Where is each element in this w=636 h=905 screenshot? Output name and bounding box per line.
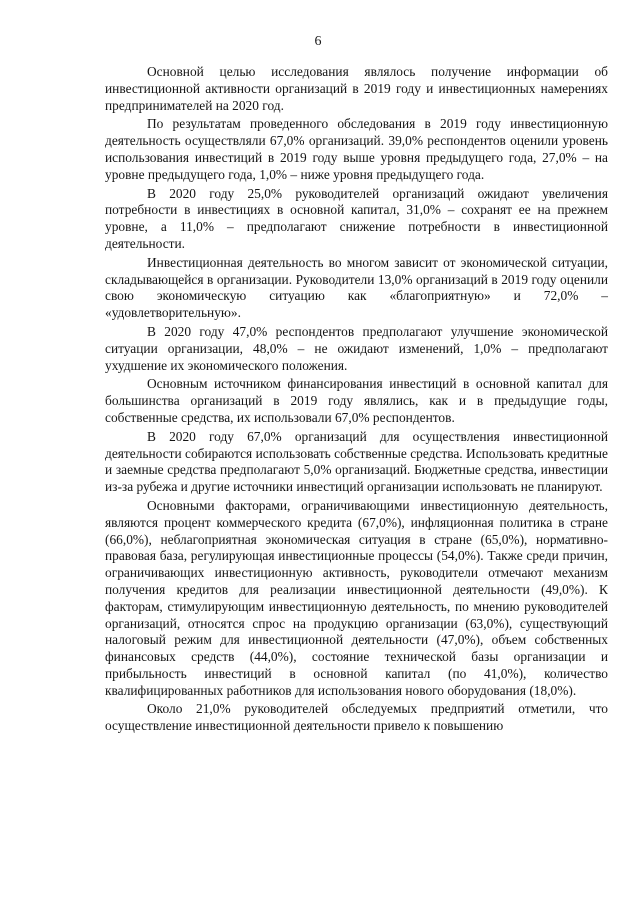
paragraph-funding-sources: Основным источником финансирования инвестиций в основной капитал для большинства организаций в 2019 году являлись, как и в предыдущие годы, собственные средства, их использовали 67,0% респондентов.: [105, 376, 608, 425]
paragraph-economic-situation: Инвестиционная деятельность во многом зависит от экономической ситуации, складывающейся в организации. Руководители 13,0% организаций в 2019 году оценили свою экономическую ситуацию как «благоприятную» и 72,0% – «удовлетворительную».: [105, 254, 608, 321]
document-body: [105, 64, 608, 735]
paragraph-limiting-factors: Основными факторами, ограничивающими инвестиционную деятельность, являются процент коммерческого кредита (67,0%), инфляционная политика в стране (66,0%), неблагоприятная экономическая ситуация в стране (65,0%), нормативно-правовая база, регулирующая инвестиционные процессы (54,0%). Также среди причин, ограничивающих инвестиционную активность, руководители отмечают механизм получения кредитов для реализации инвестиционной деятельности (49,0%). К факторам, стимулирующим инвестиционную деятельность, по мнению руководителей организаций, относятся спрос на продукцию организации (63,0%), существующий налоговый режим для инвестиционной деятельности (47,0%), объем собственных финансовых средств (44,0%), состояние технической базы организации и прибыльность инвестиций в основной капитал (по 41,0%), количество квалифицированных работников для использования нового оборудования (18,0%).: [105, 497, 608, 698]
paragraph-2020-outlook: В 2020 году 47,0% респондентов предполагают улучшение экономической ситуации организации, 48,0% – не ожидают изменений, 1,0% – предполагают ухудшение их экономического положения.: [105, 323, 608, 373]
paragraph-survey-results: По результатам проведенного обследования в 2019 году инвестиционную деятельность осуществляли 67,0% организаций. 39,0% респондентов оценили уровень использования инвестиций в 2019 году выше уровня предыдущего года, 27,0% – на уровне предыдущего года, 1,0% – ниже уровня предыдущего года.: [105, 116, 608, 182]
page-number: 6: [314, 34, 322, 49]
paragraph-2020-funding-plans: В 2020 году 67,0% организаций для осуществления инвестиционной деятельности собираются использовать собственные средства. Использовать кредитные и заемные средства предполагают 5,0% организаций. Бюджетные средства, инвестиции из-за рубежа и другие источники инвестиций организации использовать не планируют.: [105, 428, 608, 495]
paragraph-research-goal: Основной целью исследования являлось получение информации об инвестиционной активности организаций в 2019 году и инвестиционных намерениях предпринимателей на 2020 год.: [105, 64, 608, 113]
paragraph-2020-expectations: В 2020 году 25,0% руководителей организаций ожидают увеличения потребности в инвестициях в основной капитал, 31,0% – сохранят ее на прежнем уровне, а 11,0% – предполагают снижение потребности в инвестиционной деятельности.: [105, 185, 608, 251]
paragraph-investment-effects: Около 21,0% руководителей обследуемых предприятий отметили, что осуществление инвестиционной деятельности привело к повышению: [105, 701, 608, 734]
